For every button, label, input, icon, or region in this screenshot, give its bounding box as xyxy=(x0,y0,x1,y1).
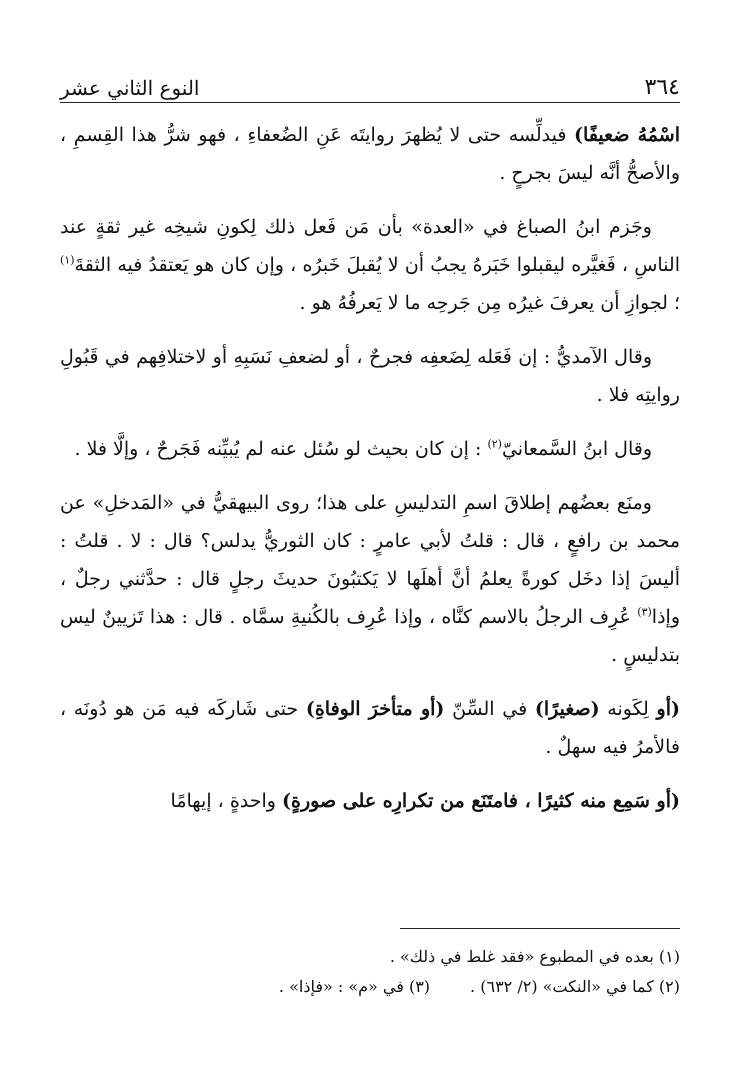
running-header xyxy=(60,60,680,100)
paragraph-4 xyxy=(60,430,680,468)
paragraph-text: : إن كان بحيث لو سُئل عنه لم يُبيِّنه فَجَرحٌ ، وإلَّا فلا . xyxy=(74,438,488,460)
page-number: ٣٦٤ xyxy=(644,75,680,100)
bold-phrase: (أو متأخرَ الوفاةِ) xyxy=(305,698,445,720)
bold-phrase: (أو xyxy=(656,698,680,720)
footnote-3: (٣) في «م» : «فإذا» . xyxy=(278,977,431,996)
header-rule xyxy=(60,102,680,103)
chapter-title: النوع الثاني عشر xyxy=(60,76,200,100)
paragraph-text: حتى شَاركَه فيه مَن هو دُونَه ، فالأمرُ فيه سهلٌ . xyxy=(60,698,680,758)
paragraph-5 xyxy=(60,484,680,674)
paragraph-2 xyxy=(60,208,680,322)
paragraph-text: فيدلِّسه حتى لا يُظهرَ روايتَه عَنِ الضُعفاءِ ، فهو شرُّ هذا القِسمِ ، والأصحُّ أنَّه ليسَ بجرحٍ . xyxy=(60,124,680,184)
footnote-ref: (١) xyxy=(60,253,75,267)
footnote-1: (١) بعده في المطبوع «فقد غلط في ذلك» . xyxy=(389,947,680,966)
paragraph-text: لِكَونه xyxy=(599,698,657,720)
paragraph-text: وقال ابنُ السَّمعانيّ xyxy=(501,438,652,460)
bold-phrase: اسْمُهُ ضعيفًا) xyxy=(574,124,680,146)
footnote-ref: (٢) xyxy=(487,437,502,451)
paragraph-1 xyxy=(60,116,680,192)
paragraph-7 xyxy=(60,782,680,820)
bold-phrase: (صغيرًا) xyxy=(534,698,600,720)
paragraph-3 xyxy=(60,338,680,414)
paragraph-text: واحدةٍ ، إيهامًا xyxy=(170,790,283,812)
footnote-row xyxy=(60,972,680,1002)
paragraph-text: ومنَع بعضُهم إطلاقَ اسمِ التدليسِ على هذا؛ روى البيهقيُّ في «المَدخلِ» عن محمد بن رافعٍ ، قال : قلتُ لأبي عامرٍ : كان الثوريُّ يدلس؟ قال : لا . قلتُ : أليسَ إذا دخَل كورةً يعلمُ أنَّ أهلَها لا يَكتبُونَ حديثَ رجلٍ قال : حدَّثني رجلٌ ، وإذا xyxy=(60,492,680,628)
footnotes xyxy=(60,942,680,1002)
paragraph-text: وقال الآمديُّ : إن فَعَله لِضَعفِه فجرحٌ ، أو لضعفِ نَسَبِهِ أو لاختلافِهم في قَبُولِ روايتِه فلا . xyxy=(60,346,680,406)
paragraph-text: وجَزم ابنُ الصباغ في «العدة» بأن مَن فَعل ذلك لِكونِ شيخِه غير ثقةٍ عند الناسِ ، فَغيَّره ليقبلوا خَبَرهُ يجبُ أن لا يُقبلَ خَبرُه ، وإن كان هو يَعتقدُ فيه الثقةَ xyxy=(60,216,680,276)
bold-phrase: (أو سَمِع منه كثيرًا ، فامتَنَع من تكرارِه على صورةٍ) xyxy=(282,790,680,812)
paragraph-6 xyxy=(60,690,680,766)
paragraph-text: في السِّنّ xyxy=(444,698,535,720)
footnote-rule xyxy=(400,928,680,929)
main-text xyxy=(60,116,680,836)
paragraph-text: عُرِف الرجلُ بالاسم كنَّاه ، وإذا عُرِف بالكُنيةِ سمَّاه . قال : هذا تَزيينٌ ليس بتدليسٍ . xyxy=(60,606,680,666)
paragraph-text: ؛ لجوازِ أن يعرفَ غيرُه مِن جَرحِه ما لا يَعرفُهُ هو . xyxy=(299,292,680,314)
footnote-ref: (٣) xyxy=(637,605,652,619)
footnote-2: (٢) كما في «النكت» (٢/ ٦٣٢) . xyxy=(470,977,680,996)
